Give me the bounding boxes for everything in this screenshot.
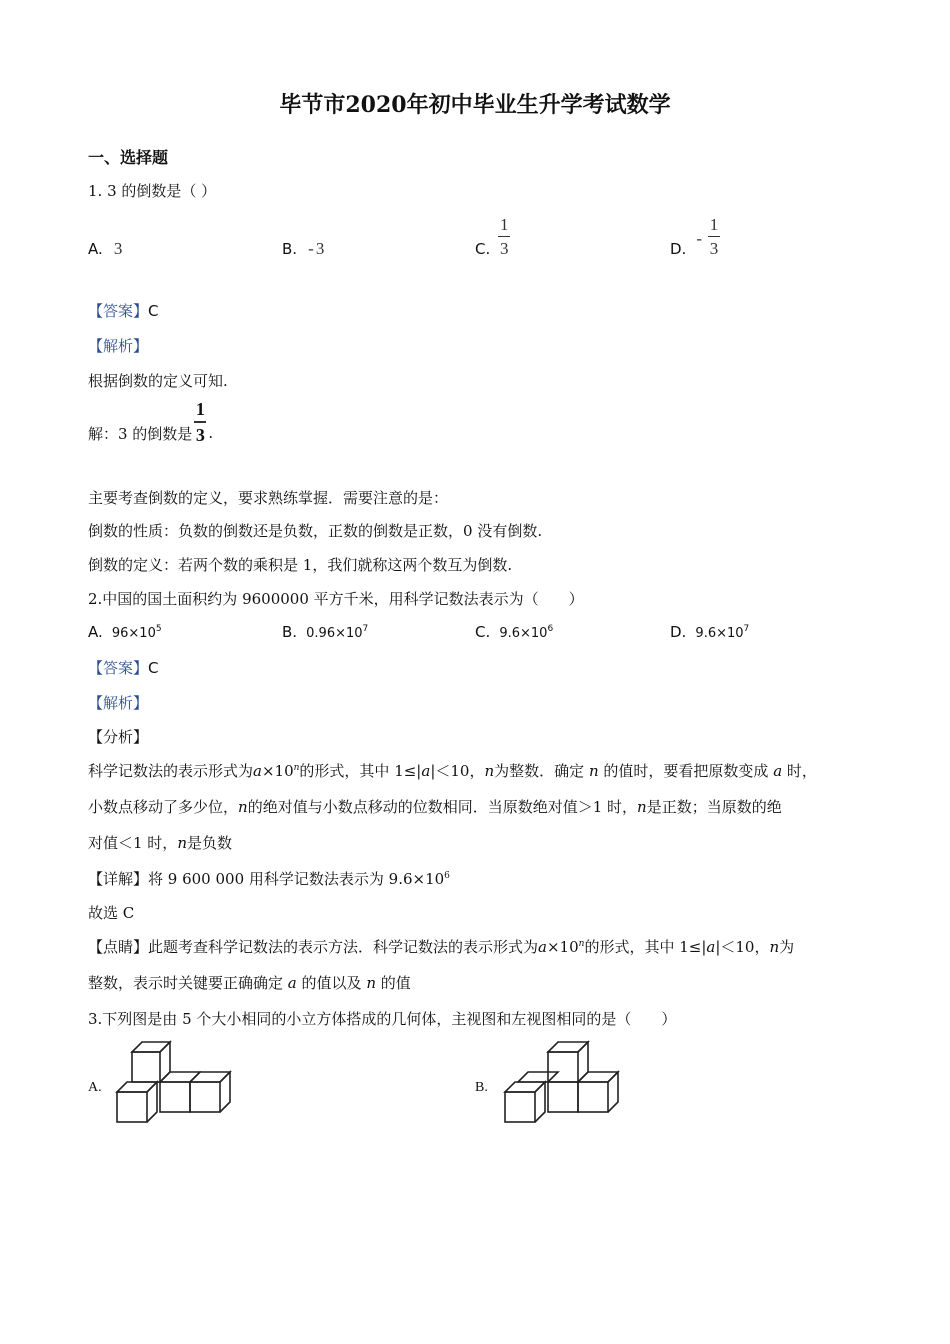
- q2-option-b: [282, 622, 368, 641]
- q2-analysis-para: [88, 760, 817, 781]
- var-a: a: [253, 762, 262, 780]
- cube-front: [160, 1082, 190, 1112]
- answer-tag: 【答案】: [88, 302, 149, 320]
- text: ×10: [546, 938, 579, 956]
- q1-option-a: [88, 239, 122, 259]
- q2-dianjing-cont: [88, 972, 411, 993]
- q2-detail: [88, 868, 450, 889]
- cube-side: [608, 1072, 618, 1112]
- var-a: a: [538, 938, 547, 956]
- option-exponent: 7: [743, 624, 750, 634]
- q1-note-line: 倒数的定义：若两个数的乘积是 1，我们就称这两个数互为倒数.: [88, 556, 513, 574]
- detail-exponent: 6: [444, 871, 450, 881]
- text: 的形式，其中 1≤|: [584, 938, 707, 956]
- answer-tag: 【答案】: [88, 659, 149, 677]
- cube-front: [505, 1092, 535, 1122]
- text: 的值时，要看把原数变成: [603, 762, 769, 780]
- text: 此题考查科学记数法的表示方法．科学记数法的表示形式为: [148, 938, 539, 956]
- var-n: n: [238, 798, 248, 816]
- var-n: n: [769, 938, 780, 956]
- text: 的形式，其中 1≤|: [299, 762, 422, 780]
- q1-note-line: 倒数的性质：负数的倒数还是负数，正数的倒数是正数，0 没有倒数.: [88, 522, 543, 540]
- option-value: 9.6×10: [695, 626, 744, 641]
- option-value: 96×10: [111, 626, 156, 641]
- q2-option-c: [475, 622, 553, 641]
- q1-answer: [88, 300, 159, 321]
- option-exponent: 6: [547, 624, 554, 634]
- q1-note-line: 主要考查倒数的定义，要求熟练掌握．需要注意的是：: [88, 489, 449, 507]
- section-heading: 一、选择题: [88, 148, 169, 167]
- text: |＜10，: [715, 938, 770, 956]
- q3-option-b-figure: [500, 1040, 625, 1125]
- q3-option-a-label: A.: [88, 1080, 102, 1095]
- fraction-denominator: 3: [195, 425, 205, 445]
- q2-dianjing: [88, 936, 794, 957]
- q1-solution: [88, 400, 213, 444]
- cube-front: [548, 1082, 578, 1112]
- text: 科学记数法的表示形式为: [88, 762, 254, 780]
- var-n: n: [366, 974, 376, 992]
- q2-answer: [88, 657, 159, 678]
- q1-analysis-tag: 【解析】: [88, 337, 149, 355]
- solution-text: 解：3 的倒数是: [88, 424, 193, 443]
- q2-analysis-tag: 【解析】: [88, 694, 149, 712]
- detail-text: 将 9 600 000 用科学记数法表示为 9.6×10: [148, 870, 445, 888]
- option-fraction: [708, 216, 720, 257]
- option-fraction: [498, 216, 510, 257]
- q1-option-b: [282, 239, 324, 259]
- text: 的值以及: [301, 974, 362, 992]
- option-letter: B.: [282, 623, 298, 641]
- var-a: a: [706, 938, 716, 956]
- option-letter: C.: [475, 623, 491, 641]
- q2-option-a: [88, 622, 162, 641]
- option-letter: C.: [475, 240, 491, 258]
- option-letter: D.: [670, 623, 687, 641]
- q3-option-b-label: B.: [475, 1080, 488, 1095]
- text: 整数，表示时关键要正确确定: [88, 974, 284, 992]
- fraction-bar: [498, 236, 510, 237]
- option-letter: D.: [670, 240, 687, 258]
- q1-option-d: [670, 214, 720, 258]
- page-title: 毕节市2020年初中毕业生升学考试数学: [279, 92, 671, 118]
- fraction-bar: [194, 421, 206, 423]
- option-exponent: 7: [362, 624, 369, 634]
- text: 小数点移动了多少位，: [88, 798, 239, 816]
- q1-analysis-line: 根据倒数的定义可知.: [88, 372, 228, 390]
- var-a: a: [773, 762, 783, 780]
- cube-front: [190, 1082, 220, 1112]
- text: |＜10，: [430, 762, 485, 780]
- var-n: n: [177, 834, 187, 852]
- text: 的值: [380, 974, 411, 992]
- q3-stem: 3.下列图是由 5 个大小相同的小立方体搭成的几何体，主视图和左视图相同的是（ ）: [88, 1010, 677, 1028]
- option-exponent: 5: [155, 624, 162, 634]
- fraction-denominator: 3: [500, 238, 509, 258]
- text: 是正数；当原数的绝: [646, 798, 782, 816]
- option-letter: A.: [88, 240, 103, 258]
- fraction-numerator: 1: [709, 214, 719, 234]
- q1-option-c: [475, 214, 510, 258]
- cube-front: [117, 1092, 147, 1122]
- answer-value: C: [148, 659, 159, 677]
- text: ×10: [261, 762, 294, 780]
- cube-side: [220, 1072, 230, 1112]
- text: 为整数．确定: [494, 762, 585, 780]
- var-n: n: [484, 762, 495, 780]
- fraction-bar: [708, 236, 720, 237]
- q2-analysis-para: [88, 796, 782, 817]
- option-sign: -: [696, 229, 702, 248]
- text: 是负数: [186, 834, 232, 852]
- fraction-denominator: 3: [709, 238, 719, 258]
- text: 时，: [786, 762, 817, 780]
- exponent-n: n: [293, 763, 300, 773]
- option-value: 3: [113, 239, 123, 258]
- detail-tag: 【详解】: [88, 870, 149, 888]
- q2-choose: 故选 C: [88, 904, 135, 922]
- cube-side: [535, 1082, 545, 1122]
- fraction-numerator: 1: [195, 399, 205, 419]
- q2-fenxi-tag: 【分析】: [88, 728, 149, 746]
- q2-option-d: [670, 622, 749, 641]
- var-a: a: [421, 762, 431, 780]
- var-n: n: [588, 762, 599, 780]
- cube-front: [132, 1052, 160, 1082]
- exponent-n: n: [578, 939, 585, 949]
- option-value: 3: [315, 239, 325, 258]
- q2-analysis-para: [88, 832, 232, 853]
- cube-side: [147, 1082, 157, 1122]
- q1-stem: 1. 3 的倒数是（ ）: [88, 182, 217, 200]
- fraction-numerator: 1: [500, 214, 509, 234]
- solution-period: .: [208, 424, 214, 442]
- cube-top-face: [518, 1072, 558, 1082]
- text: 的绝对值与小数点移动的位数相同．当原数绝对值＞1 时，: [247, 798, 638, 816]
- var-a: a: [287, 974, 297, 992]
- answer-value: C: [148, 302, 159, 320]
- option-letter: A.: [88, 623, 103, 641]
- option-letter: B.: [282, 240, 298, 258]
- option-sign: -: [308, 239, 314, 258]
- option-value: 0.96×10: [306, 626, 363, 641]
- q3-option-a-figure: [112, 1040, 237, 1125]
- cube-front: [578, 1082, 608, 1112]
- text: 对值＜1 时，: [88, 834, 178, 852]
- dianjing-tag: 【点睛】: [88, 938, 149, 956]
- q2-stem: 2.中国的国土面积约为 9600000 平方千米，用科学记数法表示为（ ）: [88, 590, 584, 608]
- var-n: n: [637, 798, 647, 816]
- solution-fraction: [194, 400, 206, 444]
- text: 为: [779, 938, 795, 956]
- option-value: 9.6×10: [499, 626, 548, 641]
